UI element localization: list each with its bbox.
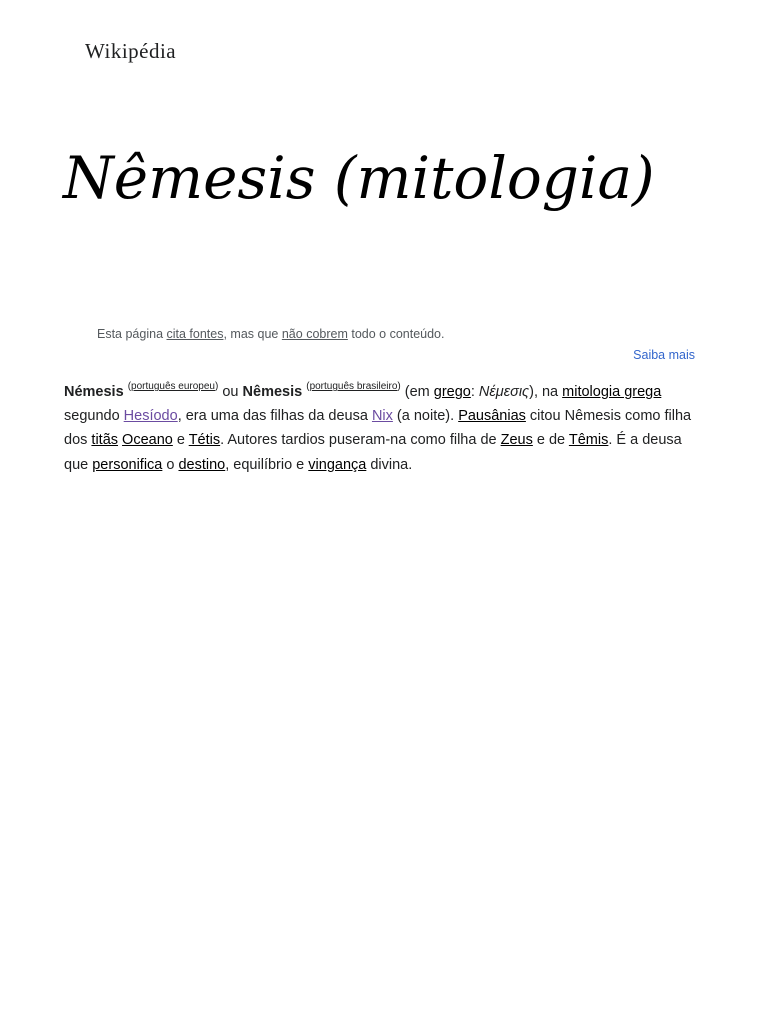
text: , era uma das filhas da deusa	[177, 408, 372, 425]
text: ou	[218, 384, 243, 400]
hesiodo-link[interactable]: Hesíodo	[123, 408, 178, 425]
nao-cobrem-link[interactable]: não cobrem	[281, 327, 348, 341]
mitologia-grega-link[interactable]: mitologia grega	[562, 384, 662, 400]
text: e	[172, 432, 189, 449]
text: . Autores tardios puseram-na como filha de	[220, 432, 501, 449]
term-european: Némesis	[64, 384, 124, 400]
variant-brazilian: (português brasileiro)	[306, 381, 401, 392]
titas-link[interactable]: titãs	[91, 432, 119, 449]
personifica-link[interactable]: personifica	[92, 456, 163, 473]
text: :	[470, 384, 479, 400]
portugues-europeu-link[interactable]: português europeu	[131, 381, 215, 392]
notice-text: Esta página	[97, 327, 167, 341]
cita-fontes-link[interactable]: cita fontes	[166, 327, 224, 341]
greek-name: Νέμεσις	[478, 384, 530, 400]
text: o	[162, 456, 179, 473]
text: (a noite).	[392, 408, 459, 425]
nix-link[interactable]: Nix	[371, 408, 393, 425]
notice-text: , mas que	[223, 327, 282, 341]
text: . É a deusa que	[64, 432, 682, 473]
text: e de	[532, 432, 569, 449]
pausanias-link[interactable]: Pausânias	[458, 408, 526, 425]
lead-paragraph	[64, 380, 704, 477]
page-title: Nêmesis (mitologia)	[63, 144, 655, 212]
wikipedia-logo[interactable]: Wikipédia	[85, 39, 177, 63]
term-brazilian: Nêmesis	[242, 384, 303, 400]
grego-link[interactable]: grego	[433, 384, 471, 400]
text: , equilíbrio e	[225, 456, 309, 473]
destino-link[interactable]: destino	[178, 456, 226, 473]
text: ), na	[529, 384, 563, 400]
notice-text: todo o conteúdo.	[347, 327, 445, 341]
text: (em	[400, 384, 434, 400]
vinganca-link[interactable]: vingança	[308, 456, 367, 473]
text: citou Nêmesis como filha dos	[64, 408, 692, 449]
tetis-link[interactable]: Tétis	[188, 432, 221, 449]
temis-link[interactable]: Têmis	[568, 432, 609, 449]
zeus-link[interactable]: Zeus	[500, 432, 533, 449]
oceano-link[interactable]: Oceano	[122, 432, 173, 449]
learn-more-link[interactable]: Saiba mais	[633, 348, 695, 362]
variant-european: (português europeu)	[127, 381, 219, 392]
portugues-brasileiro-link[interactable]: português brasileiro	[309, 381, 398, 392]
text: segundo	[64, 408, 124, 425]
sources-notice	[97, 327, 444, 341]
text: divina.	[366, 456, 413, 473]
